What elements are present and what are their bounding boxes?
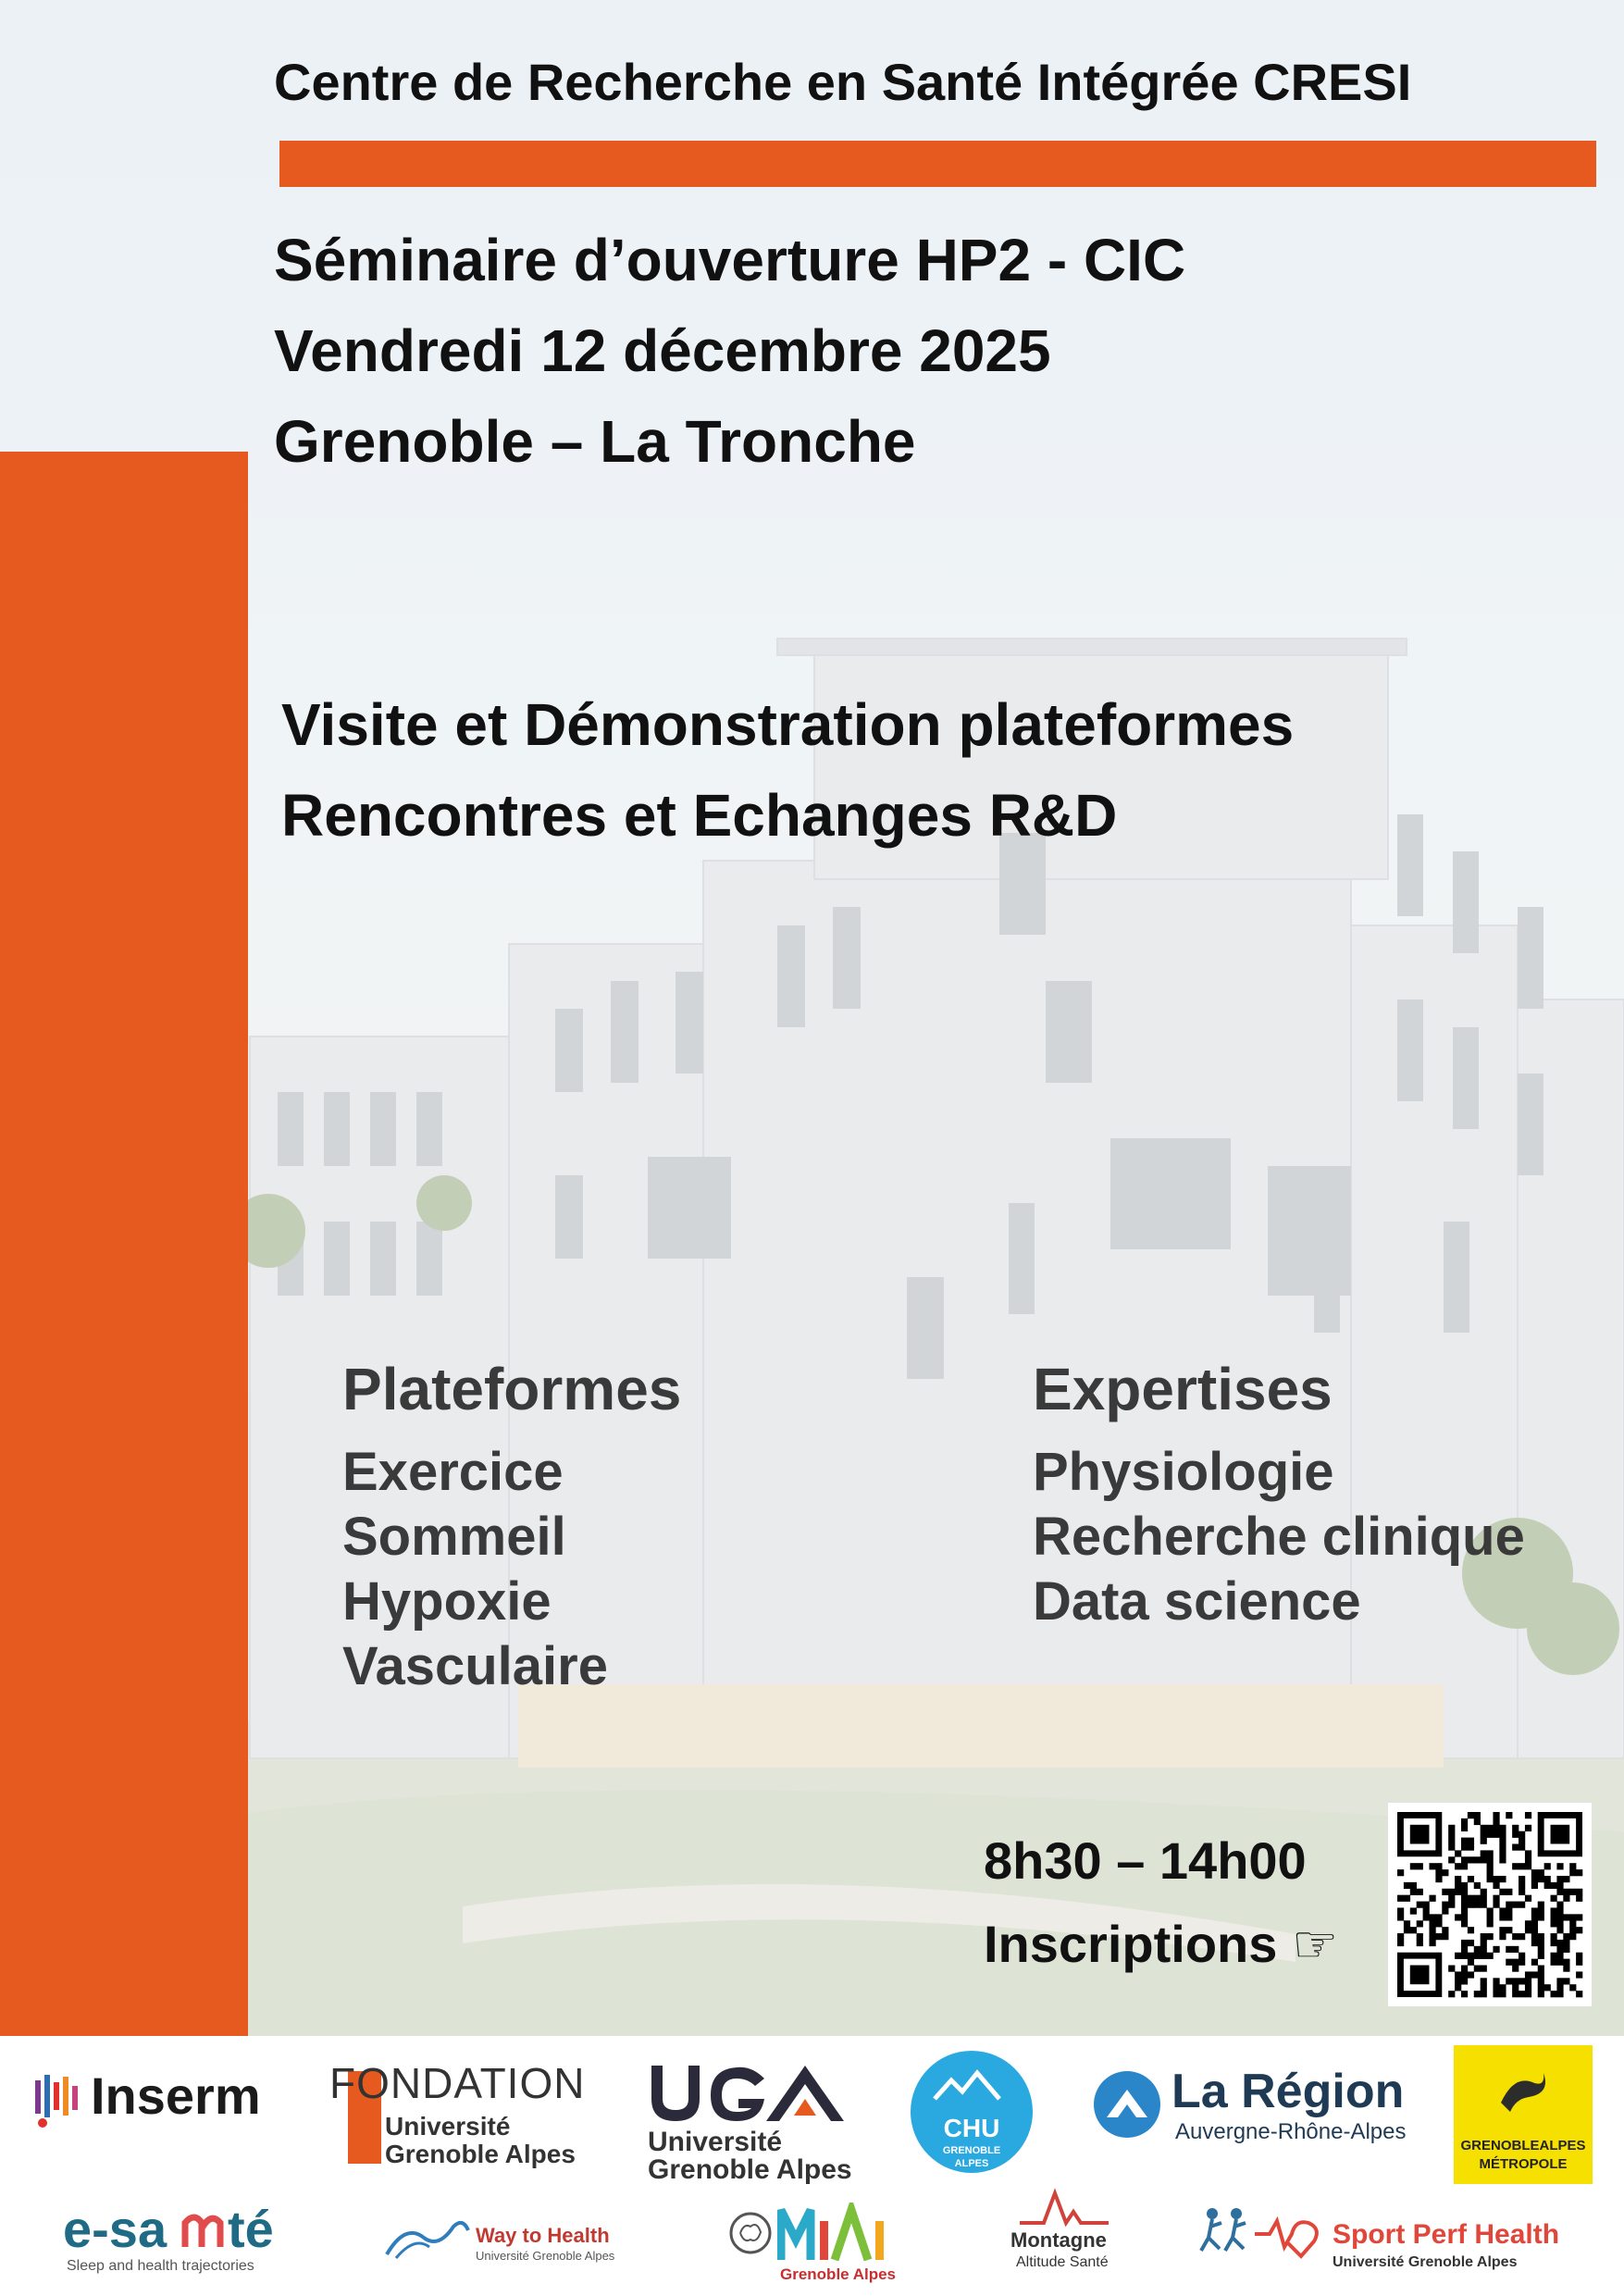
program-line-visite: Visite et Démonstration plateformes [281,691,1295,758]
chu-logo-sub2: ALPES [954,2158,989,2169]
uga-logo-mark [648,2062,847,2127]
esante-logo-word [63,2203,313,2258]
qr-code-graphic [1388,1803,1592,2006]
sportperf-logo-title: Sport Perf Health [1333,2219,1560,2250]
expertise-item: Recherche clinique [1033,1507,1525,1567]
program-line-rencontres: Rencontres et Echanges R&D [281,782,1118,849]
qr-code[interactable] [1388,1803,1592,2006]
region-logo-icon [1092,2069,1162,2140]
orange-divider-bar [279,141,1596,187]
montagne-logo-sub: Altitude Santé [1016,2254,1109,2270]
inserm-logo-icon [33,2073,81,2128]
event-location: Grenoble – La Tronche [274,408,916,475]
plateforme-item: Vasculaire [342,1636,608,1696]
plateforme-item: Exercice [342,1442,564,1502]
chu-logo-title: CHU [943,2114,1000,2142]
expertise-item: Physiologie [1033,1442,1334,1502]
metropole-bird-icon [1495,2066,1551,2121]
miai-logo-word [777,2203,888,2264]
miai-brain-icon [729,2212,772,2254]
inscriptions-label: Inscriptions [984,1915,1278,1973]
pointing-hand-icon: ☞ [1291,1915,1339,1975]
sportperf-logo-icon [1199,2206,1329,2262]
chu-logo-circle [907,2047,1036,2177]
montagne-logo-title: Montagne [1010,2228,1107,2252]
esante-logo-sub: Sleep and health trajectories [67,2258,254,2274]
plateforme-item: Sommeil [342,1507,566,1567]
wayhealth-logo-icon [383,2217,472,2264]
fondation-logo-sub1: Université [385,2112,511,2141]
event-date: Vendredi 12 décembre 2025 [274,317,1051,384]
inscriptions-link[interactable] [984,1914,1338,1975]
svg-text:té: té [228,2203,274,2258]
expertises-heading: Expertises [1033,1356,1333,1422]
plateformes-list [342,1440,608,1699]
wayhealth-logo-sub: Université Grenoble Alpes [476,2249,615,2263]
region-logo-sub: Auvergne-Rhône-Alpes [1175,2119,1407,2144]
orange-side-band [0,452,248,2036]
sportperf-logo-sub: Université Grenoble Alpes [1333,2254,1518,2270]
miai-logo-sub: Grenoble Alpes [780,2265,897,2283]
metropole-logo-line2: MÉTROPOLE [1479,2156,1568,2172]
metropole-logo-line1: GRENOBLEALPES [1460,2138,1586,2153]
metropole-logo [1454,2045,1593,2184]
wayhealth-logo-title: Way to Health [476,2224,610,2247]
uga-logo-sub2: Grenoble Alpes [648,2154,852,2185]
centre-title: Centre de Recherche en Santé Intégrée CRESI [274,53,1412,111]
fondation-logo-title: FONDATION [329,2059,586,2107]
svg-text:e-sa: e-sa [63,2203,167,2258]
chu-logo-sub1: GRENOBLE [942,2145,1001,2156]
uga-logo-sub1: Université [648,2127,783,2157]
fondation-logo-sub2: Grenoble Alpes [385,2140,576,2168]
region-logo-title: La Région [1172,2065,1405,2118]
expertises-list [1033,1440,1525,1634]
inserm-logo: Inserm [91,2066,261,2125]
event-time: 8h30 – 14h00 [984,1831,1307,1890]
event-title: Séminaire d’ouverture HP2 - CIC [274,227,1186,293]
montagne-pulse-icon [1018,2186,1110,2228]
plateformes-heading: Plateformes [342,1356,682,1422]
expertise-item: Data science [1033,1571,1361,1632]
plateforme-item: Hypoxie [342,1571,552,1632]
